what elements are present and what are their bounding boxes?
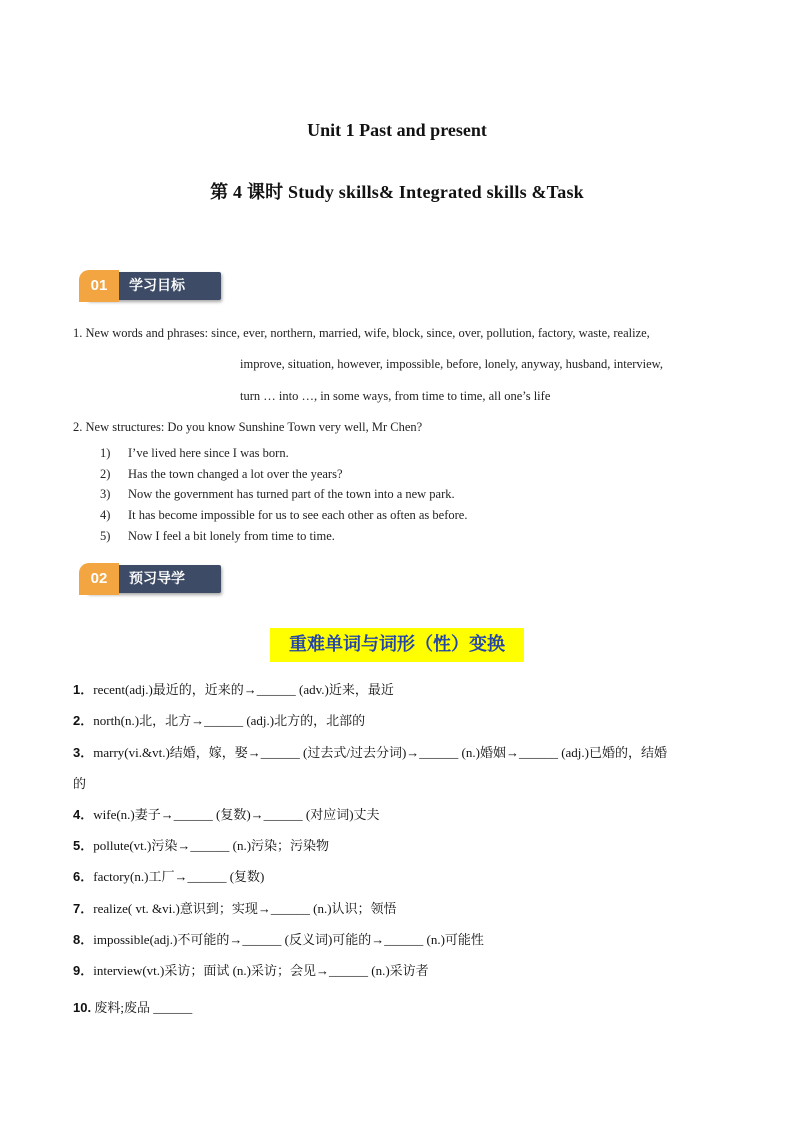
vocab-item: 7．realize( vt. &vi.)意识到；实现→______ (n.)认识；领悟 (73, 901, 397, 916)
objective-words-line-3: turn … into …, in some ways, from time to time, all one’s life (240, 389, 551, 403)
sentence-item: 2) Has the town changed a lot over the years? (100, 467, 343, 481)
section-header-objectives (79, 270, 221, 302)
vocab-item: 6．factory(n.)工厂→______ (复数) (73, 869, 265, 884)
vocab-item: 5．pollute(vt.)污染→______ (n.)污染；污染物 (73, 838, 330, 853)
section-header-preview (79, 563, 221, 595)
vocab-item: 3．marry(vi.&vt.)结婚，嫁，娶→______ (过去式/过去分词)→______ (n.)婚姻→______ (adj.)已婚的，结婚 (73, 745, 667, 760)
vocab-item: 1．recent(adj.)最近的，近来的→______ (adv.)近来，最近 (73, 682, 394, 697)
vocab-item: 4．wife(n.)妻子→______ (复数)→______ (对应词)丈夫 (73, 807, 380, 822)
section-label: 预习导学 (129, 571, 185, 587)
vocab-item: 9．interview(vt.)采访；面试 (n.)采访；会见→______ (n.)采访者 (73, 963, 429, 978)
sentence-item: 3) Now the government has turned part of the town into a new park. (100, 487, 455, 501)
sentence-item: 4) It has become impossible for us to see each other as often as before. (100, 508, 468, 522)
section-label: 学习目标 (129, 278, 185, 294)
objective-words-line-2: improve, situation, however, impossible, before, lonely, anyway, husband, interview, (240, 357, 664, 371)
sentence-item: 1) I’ve lived here since I was born. (100, 446, 289, 460)
section-number: 02 (79, 563, 119, 595)
vocab-item: 2．north(n.)北，北方→______ (adj.)北方的，北部的 (73, 713, 366, 728)
section-number: 01 (79, 270, 119, 302)
objective-words-line-1: 1. New words and phrases: since, ever, northern, married, wife, block, since, over, pollution, factory, waste, realize, (73, 326, 650, 340)
vocab-item: 8．impossible(adj.)不可能的→______ (反义词)可能的→______ (n.)可能性 (73, 932, 484, 947)
lesson-title: 第 4 课时 Study skills& Integrated skills &Task (210, 182, 584, 202)
vocab-heading: 重难单词与词形（性）变换 (270, 628, 524, 662)
vocab-item-continuation: 的 (73, 776, 87, 791)
sentence-item: 5) Now I feel a bit lonely from time to time. (100, 529, 335, 543)
vocab-item: 10. 废料;废品 ______ (73, 1000, 193, 1015)
objective-structures: 2. New structures: Do you know Sunshine Town very well, Mr Chen? (73, 420, 423, 434)
unit-title: Unit 1 Past and present (307, 120, 487, 140)
